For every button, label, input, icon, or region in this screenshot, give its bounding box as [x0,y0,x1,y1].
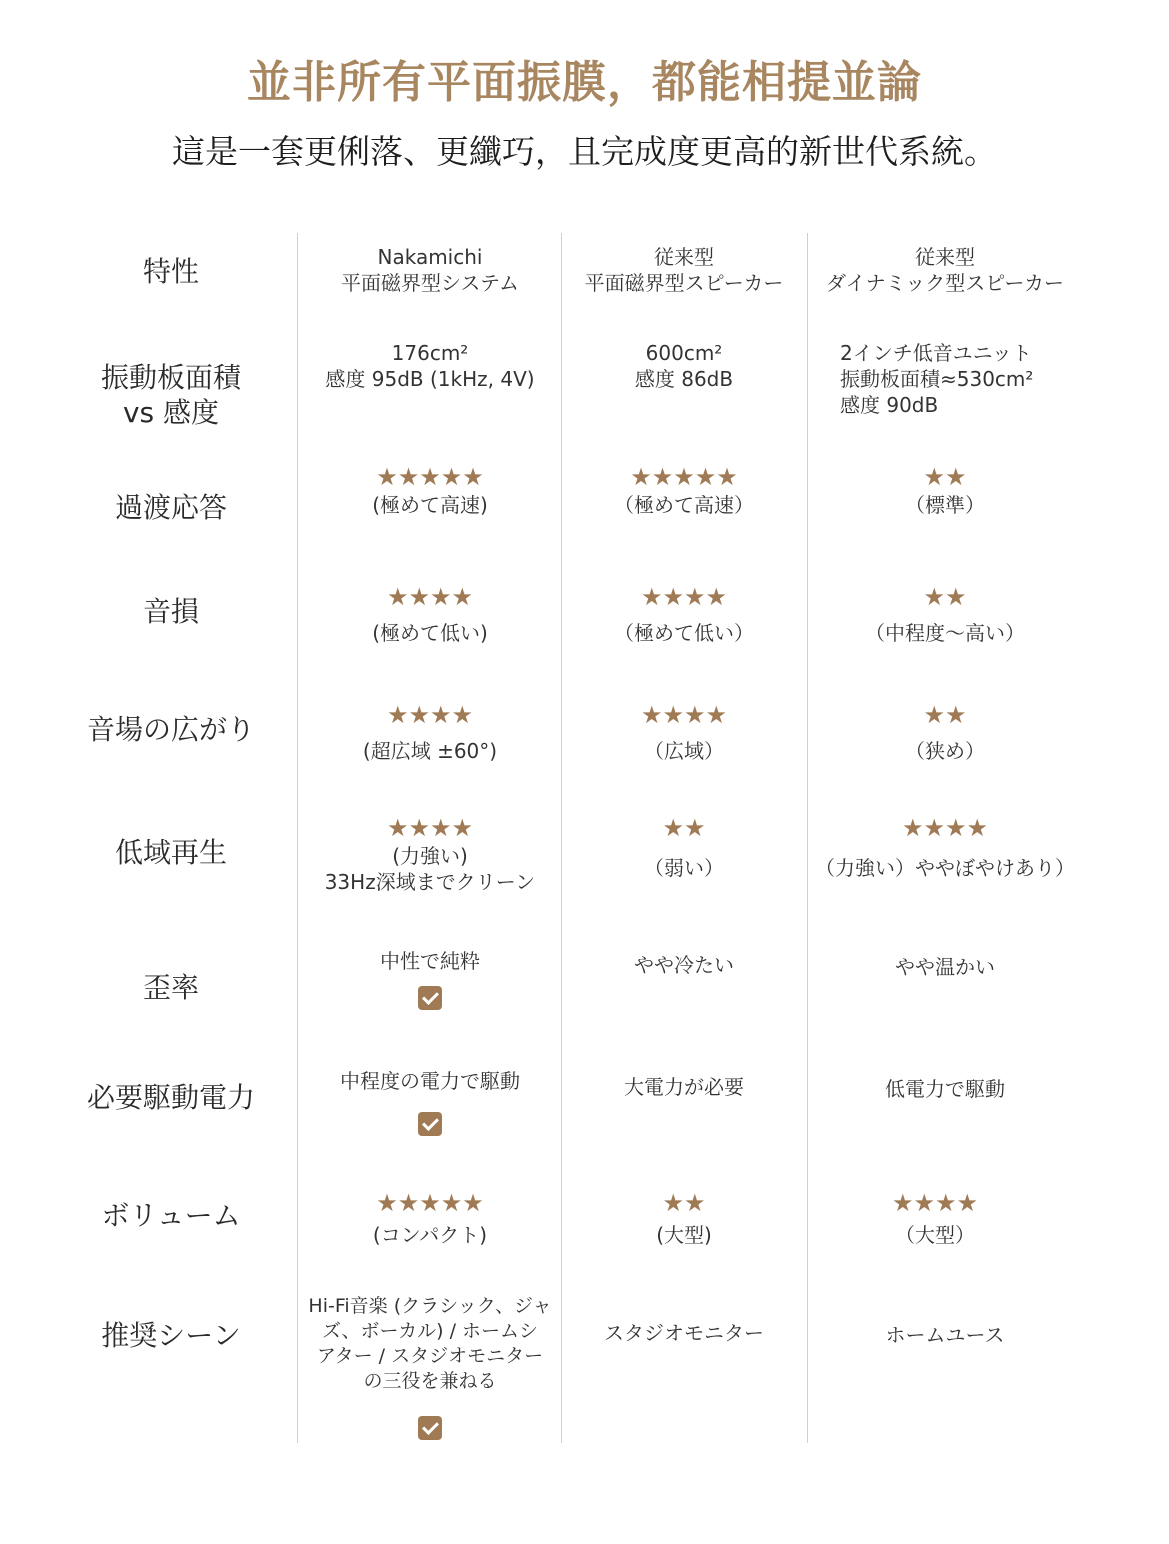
table-cell: ホームユース [885,1323,1005,1347]
star-rating-icon: ★★★★ [640,583,728,611]
table-cell: 176cm² 感度 95dB (1kHz, 4V) [325,341,535,391]
column-divider [807,233,808,1443]
column-divider [561,233,562,1443]
table-cell: 中程度の電力で駆動 [300,1068,560,1142]
star-rating-icon: ★★★★ [891,1189,979,1217]
table-cell: ★★ (大型) [563,1188,805,1248]
star-rating-icon: ★★★★★ [630,463,738,491]
table-cell: ★★★★★ (コンパクト) [300,1188,560,1248]
table-cell: ★★★★ (超広域 ±60°) [300,700,560,764]
star-rating-icon: ★★ [923,463,967,491]
star-rating-icon: ★★★★★ [376,1189,484,1217]
table-cell: ★★★★ （広域） [563,700,805,764]
table-cell: Hi-Fi音楽 (クラシック、ジャ ズ、ボーカル) / ホームシ アター / スタジオモニター の三役を兼ねる [300,1294,560,1447]
table-cell: ★★★★ (力強い) 33Hz深域までクリーン [300,813,560,895]
star-rating-icon: ★★ [662,814,706,842]
star-rating-icon: ★★★★ [386,701,474,729]
table-cell: 中性で純粋 [300,948,560,1016]
row-label: ボリューム [101,1199,241,1232]
star-rating-icon: ★★★★ [386,583,474,611]
star-rating-icon: ★★★★★ [376,463,484,491]
table-cell: ★★ （標準） [810,462,1080,518]
checkmark-icon [418,1112,442,1136]
row-label: 音場の広がり [86,713,255,746]
table-cell: ★★★★ （大型） [810,1188,1060,1248]
column-header-nakamichi: Nakamichi 平面磁界型システム [341,245,519,295]
row-label: 必要駆動電力 [86,1081,255,1114]
table-cell: ★★ （中程度〜高い） [810,582,1080,646]
star-rating-icon: ★★★★ [386,814,474,842]
table-cell: ★★★★ （力強い）ややぼやけあり） [810,813,1080,881]
column-header-conventional-planar: 従来型 平面磁界型スピーカー [584,245,784,295]
table-cell: ★★ （弱い） [563,813,805,881]
table-cell: やや冷たい [634,953,734,977]
table-cell: ★★★★ （極めて低い） [563,582,805,646]
star-rating-icon: ★★ [662,1189,706,1217]
table-cell: 600cm² 感度 86dB [634,341,734,391]
checkmark-icon [418,986,442,1010]
table-cell: ★★★★★ (極めて高速) [300,462,560,518]
star-rating-icon: ★★ [923,701,967,729]
row-label: 音損 [142,595,199,628]
table-cell: やや温かい [895,955,995,979]
row-label: 特性 [142,255,199,288]
column-header-conventional-dynamic: 従来型 ダイナミック型スピーカー [826,245,1064,295]
table-cell: ★★★★ (極めて低い) [300,582,560,646]
row-label: 低域再生 [114,836,227,869]
star-rating-icon: ★★★★ [901,814,989,842]
table-cell: 大電力が必要 [624,1075,744,1099]
table-cell: スタジオモニター [604,1321,764,1345]
table-cell: ★★★★★ （極めて高速） [563,462,805,518]
table-cell: ★★ （狭め） [810,700,1080,764]
row-label: 歪率 [142,971,199,1004]
checkmark-icon [418,1416,442,1440]
row-label: 推奨シーン [101,1319,241,1352]
row-label: 過渡応答 [114,491,227,524]
page-title: 並非所有平面振膜，都能相提並論 [247,57,922,108]
table-cell: 2インチ低音ユニット 振動板面積≈530cm² 感度 90dB [840,341,1034,417]
row-label: 振動板面積 vs 感度 [100,361,241,429]
page-subtitle: 這是一套更俐落、更纖巧，且完成度更高的新世代系統。 [172,132,997,171]
star-rating-icon: ★★★★ [640,701,728,729]
star-rating-icon: ★★ [923,583,967,611]
table-cell: 低電力で駆動 [885,1077,1005,1101]
